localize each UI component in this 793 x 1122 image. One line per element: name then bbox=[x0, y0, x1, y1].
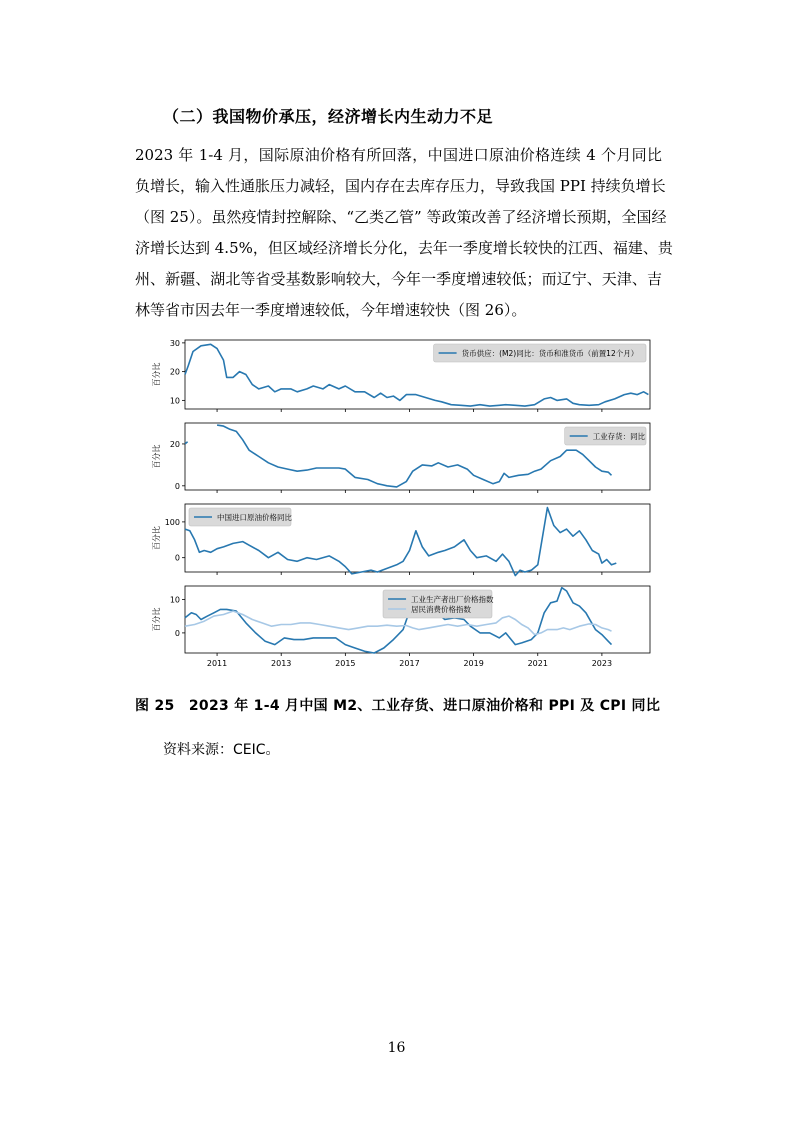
paragraph-line: （图 25）。虽然疫情封控解除、“乙类乙管” 等政策改善了经济增长预期，全国经 bbox=[135, 208, 667, 226]
section-heading: （二）我国物价承压，经济增长内生动力不足 bbox=[163, 107, 494, 126]
multi-panel-line-chart bbox=[145, 333, 655, 678]
y-tick-label: 0 bbox=[174, 628, 180, 638]
paragraph-line: 州、新疆、湖北等省受基数影响较大，今年一季度增速较低；而辽宁、天津、吉 bbox=[135, 270, 662, 288]
y-axis-label: 百分比 bbox=[152, 526, 161, 550]
y-tick-label: 20 bbox=[169, 367, 180, 377]
paragraph-line: 林等省市因去年一季度增速较低，今年增速较快（图 26）。 bbox=[135, 301, 527, 319]
y-tick-label: 0 bbox=[174, 553, 180, 563]
x-tick-label: 2019 bbox=[463, 659, 484, 668]
legend-label: 货币供应：(M2)同比：货币和准货币（前置12个月） bbox=[461, 349, 639, 358]
y-axis-label: 百分比 bbox=[152, 444, 161, 469]
y-axis-label: 百分比 bbox=[152, 607, 161, 632]
y-axis-label: 百分比 bbox=[152, 362, 161, 387]
legend-label: 居民消费价格指数 bbox=[411, 605, 472, 614]
y-tick-label: 10 bbox=[169, 595, 180, 605]
chart-panel-2 bbox=[151, 423, 650, 493]
page-number: 16 bbox=[387, 1040, 406, 1056]
y-tick-label: 30 bbox=[169, 338, 180, 348]
y-tick-label: 20 bbox=[169, 439, 180, 449]
body-paragraph bbox=[135, 140, 673, 326]
figure-source: 资料来源：CEIC。 bbox=[163, 742, 280, 758]
paragraph-line: 负增长，输入性通胀压力减轻，国内存在去库存压力，导致我国 PPI 持续负增长 bbox=[135, 177, 666, 195]
legend-label: 工业存货：同比 bbox=[592, 432, 646, 441]
paragraph-line: 2023 年 1-4 月，国际原油价格有所回落，中国进口原油价格连续 4 个月同比 bbox=[135, 146, 662, 164]
chart-panel-4 bbox=[151, 586, 650, 668]
x-tick-label: 2015 bbox=[335, 659, 356, 668]
x-tick-label: 2013 bbox=[271, 659, 292, 668]
chart-panel-1 bbox=[151, 339, 650, 412]
x-tick-label: 2017 bbox=[399, 659, 420, 668]
figure-caption: 图 25 2023 年 1-4 月中国 M2、工业存货、进口原油价格和 PPI 及 CPI 同比 bbox=[135, 698, 661, 714]
paragraph-line: 济增长达到 4.5%，但区域经济增长分化，去年一季度增长较快的江西、福建、贵 bbox=[135, 239, 673, 257]
x-tick-label: 2021 bbox=[527, 659, 548, 668]
y-tick-label: 10 bbox=[169, 396, 180, 406]
legend-label: 中国进口原油价格同比 bbox=[217, 513, 292, 522]
x-tick-label: 2023 bbox=[591, 659, 613, 668]
y-tick-label: 100 bbox=[164, 517, 180, 527]
chart-panel-3 bbox=[151, 504, 650, 576]
figure-25 bbox=[145, 333, 655, 682]
x-tick-label: 2011 bbox=[206, 659, 228, 668]
legend-label: 工业生产者出厂价格指数 bbox=[411, 595, 494, 604]
y-tick-label: 0 bbox=[174, 481, 180, 491]
